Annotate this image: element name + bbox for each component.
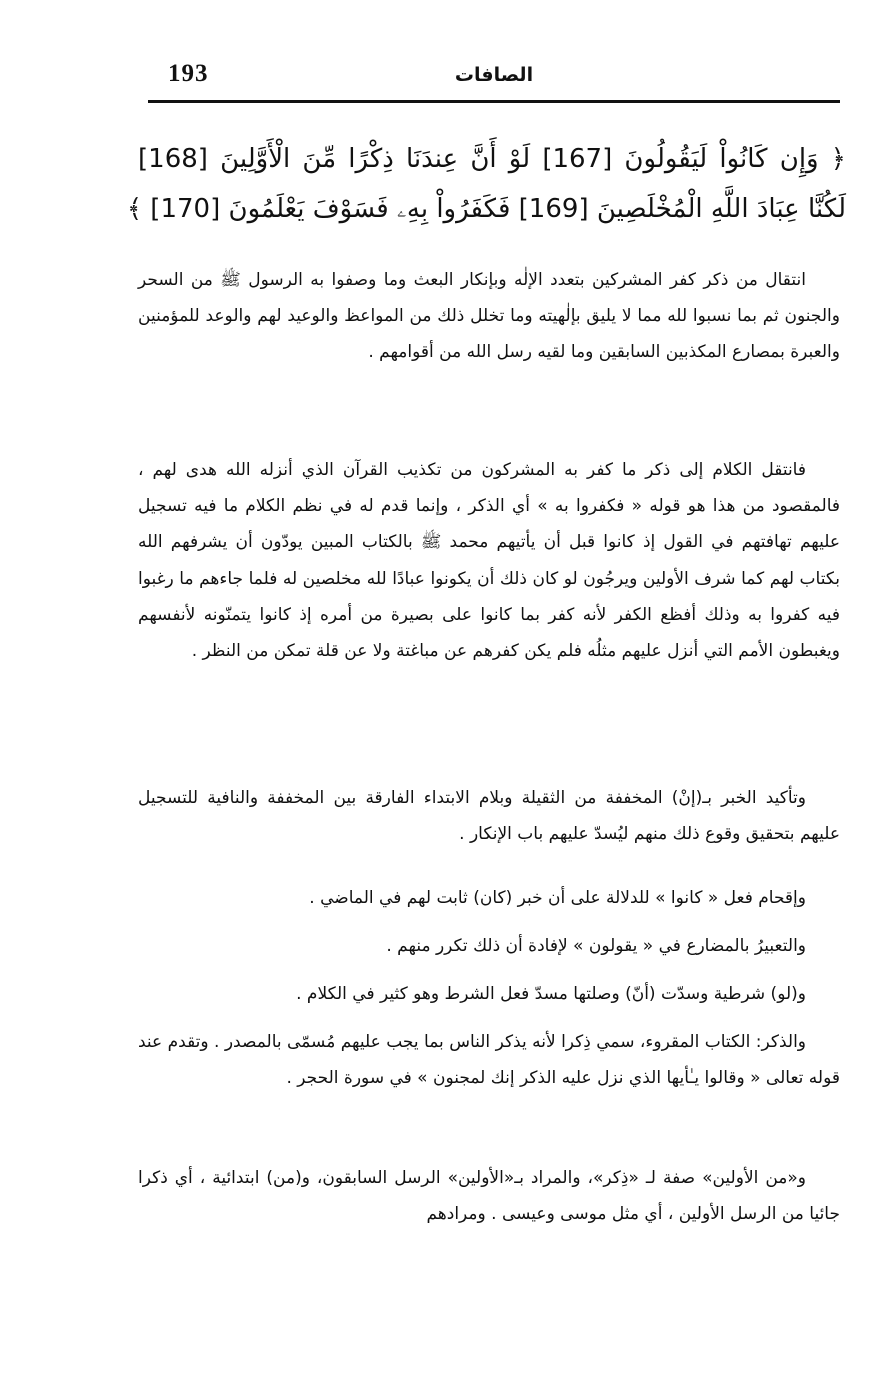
commentary-paragraph: فانتقل الكلام إلى ذكر ما كفر به المشركون من تكذيب القرآن الذي أنزله الله هدى لهم ، فالمقصود من هذا هو قوله « فكفروا به » أي الذكر ، وإنما قدم له في نظم الكلام ما فيه تسجيل عليهم تهافتهم في القول إذ كانوا قبل أن يأتيهم محمد ﷺ بالكتاب المبين يودّون أن يشرفهم الله بكتاب لهم كما شرف الأولين ويرجُون لو كان ذلك أن يكونوا عبادًا لله مخلصين له فلما جاءهم ما رغبوا فيه كفروا به وذلك أفظع الكفر لأنه كفر بما كانوا على بصيرة من أمره إذ كانوا يتمنّونه لأنفسهم ويغبطون الأمم التي أنزل عليهم مثلُه فلم يكن كفرهم عن مباغتة ولا عن قلة تمكن من النظر . [138, 460, 840, 662]
commentary-paragraph: و(لو) شرطية وسدّت (أنّ) وصلتها مسدّ فعل الشرط وهو كثير في الكلام . [296, 984, 806, 1004]
commentary-paragraph: والتعبيرُ بالمضارع في « يقولون » لإفادة أن ذلك تكرر منهم . [386, 936, 806, 956]
commentary-paragraph: والذكر: الكتاب المقروء، سمي ذِكرا لأنه يذكر الناس بما يجب عليهم مُسمّى بالمصدر . وتقدم عند قوله تعالى « وقالوا يـٰأيها الذي نزل عليه الذكر إنك لمجنون » في سورة الحجر . [138, 1032, 840, 1089]
commentary-paragraph: انتقال من ذكر كفر المشركين بتعدد الإلٰه وبإنكار البعث وما وصفوا به الرسول ﷺ من السحر والجنون ثم بما نسبوا لله مما لا يليق بإلٰهيته وما تخلل ذلك من المواعظ والوعيد لهم والوعد للمؤمنين والعبرة بمصارع المكذبين السابقين وما لقيه رسل الله من أقوامهم . [138, 270, 840, 363]
quran-verse-line-2: لَكُنَّا عِبَادَ اللَّهِ الْمُخْلَصِينَ [169] فَكَفَرُواْ بِهِۦ فَسَوْفَ يَعْلَمُونَ [170] ﴾ [126, 194, 846, 224]
page-number: 193 [168, 60, 209, 87]
page-header [148, 58, 840, 103]
commentary-paragraph: و«من الأولين» صفة لـ «ذِكر»، والمراد بـ«الأولين» الرسل السابقون، و(من) ابتدائية ، أي ذكرا جائيا من الرسل الأولين ، أي مثل موسى وعيسى . ومرادهم [138, 1168, 840, 1225]
quran-verse-line-1: ﴿ وَإِن كَانُواْ لَيَقُولُونَ [167] لَوْ أَنَّ عِندَنَا ذِكْرًا مِّنَ الْأَوَّلِينَ [168] [138, 144, 846, 174]
commentary-paragraph: وإقحام فعل « كانوا » للدلالة على أن خبر (كان) ثابت لهم في الماضي . [309, 888, 806, 908]
running-title: الصافات [454, 64, 534, 86]
commentary-paragraph: وتأكيد الخبر بـ(إنْ) المخففة من الثقيلة وبلام الابتداء الفارقة بين المخففة والنافية للتسجيل عليهم بتحقيق وقوع ذلك منهم ليُسدّ عليهم باب الإنكار . [138, 788, 840, 845]
